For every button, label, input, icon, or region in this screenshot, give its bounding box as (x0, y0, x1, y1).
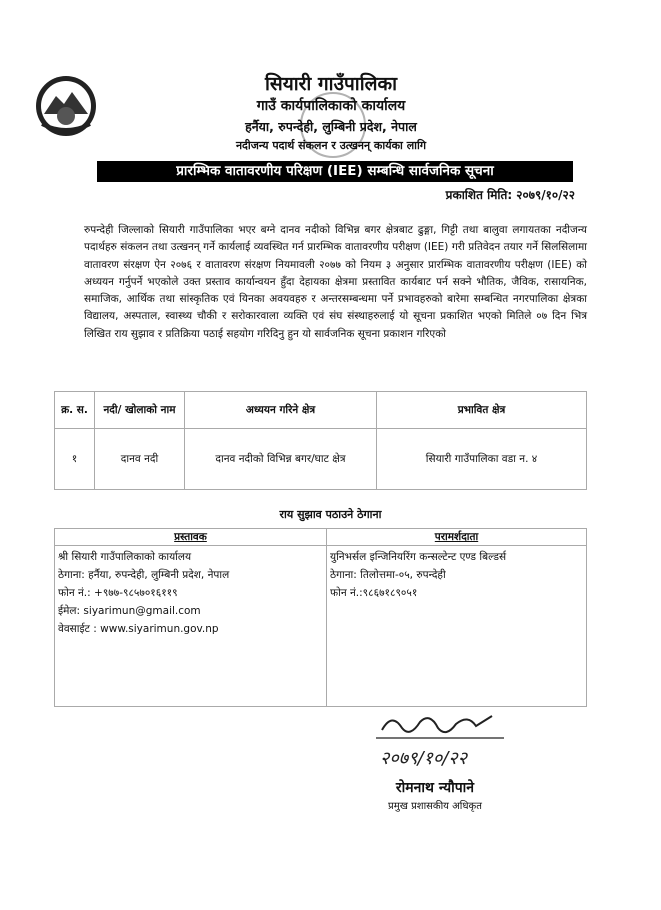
proponent-email: ईमेल: siyarimun@gmail.com (58, 605, 201, 617)
consultant-details (327, 546, 587, 707)
col-header-river: नदी/ खोलाको नाम (95, 392, 185, 429)
cell-affected-area: सियारी गाउँपालिका वडा न. ४ (377, 429, 587, 490)
col-header-sn: क्र. स. (55, 392, 95, 429)
municipality-name: सियारी गाउँपालिका (264, 73, 398, 95)
consultant-name: युनिभर्सल इन्जिनियरिंग कन्सल्टेन्ट एण्ड बिल्डर्स (330, 551, 507, 563)
proponent-website: वेवसाईट : www.siyarimun.gov.np (58, 623, 219, 635)
table-header-row (55, 392, 587, 429)
consultant-title: परामर्शदाता (327, 529, 587, 546)
handwritten-signature (372, 708, 512, 778)
proponent-details (55, 546, 327, 707)
government-emblem-icon (34, 74, 98, 138)
published-date: प्रकाशित मिति: २०७९/१०/२२ (445, 188, 575, 202)
col-header-study-area: अध्ययन गरिने क्षेत्र (185, 392, 377, 429)
office-address: हर्नैया, रुपन्देही, लुम्बिनी प्रदेश, नेपाल (245, 119, 417, 134)
proponent-office: श्री सियारी गाउँपालिकाको कार्यालय (58, 551, 192, 563)
consultant-address: ठेगाना: तिलोत्तमा-०५, रुपन्देही (330, 569, 446, 581)
signature-date: २०७९/१०/२२ (380, 748, 468, 769)
cell-river: दानव नदी (95, 429, 185, 490)
contact-table (54, 528, 587, 707)
proponent-address: ठेगाना: हर्नैया, रुपन्देही, लुम्बिनी प्रदेश, नेपाल (58, 569, 230, 581)
signatory-name: रोमनाथ न्यौपाने (395, 780, 475, 796)
proponent-title: प्रस्तावक (55, 529, 327, 546)
notice-subtitle: नदीजन्य पदार्थ संकलन र उत्खनन् कार्यका लागि (235, 139, 427, 152)
contact-heading: राय सुझाव पठाउने ठेगाना (279, 508, 382, 521)
study-area-table (54, 391, 587, 490)
office-name: गाउँ कार्यपालिकाको कार्यालय (256, 98, 406, 114)
table-row (55, 429, 587, 490)
consultant-phone: फोन नं.:९८६७१८९०५१ (330, 587, 418, 599)
col-header-affected-area: प्रभावित क्षेत्र (377, 392, 587, 429)
notice-title: प्रारम्भिक वातावरणीय परिक्षण (IEE) सम्बन्धि सार्वजनिक सूचना (97, 161, 573, 182)
cell-study-area: दानव नदीको विभिन्न बगर/घाट क्षेत्र (185, 429, 377, 490)
cell-sn: १ (55, 429, 95, 490)
proponent-phone: फोन नं.: +९७७-९८५७०१६११९ (58, 587, 178, 599)
notice-body: रुपन्देही जिल्लाको सियारी गाउँपालिका भएर बग्ने दानव नदीको विभिन्न बगर क्षेत्रबाट ढुङ्गा, गिट्टी तथा बालुवा लगायतका नदीजन्य पदार्थहरु संकलन तथा उत्खनन् गर्ने कार्यलाई व्यवस्थित गर्न प्रारम्भिक वातावरणीय परीक्षण (IEE) गरी प्रतिवेदन तयार गर्ने सिलसिलामा वातावरण संरक्षण ऐन २०७६ र वातावरण संरक्षण नियमावली २०७७ को नियम ३ अनुसार प्रारम्भिक वातावरणीय परीक्षण (IEE) को अध्ययन गर्नुपर्ने भएकोले उक्त प्रस्ताव कार्यान्वयन हुँदा देहायका क्षेत्रमा प्रस्तावित कार्यबाट पर्न सक्ने भौतिक, जैविक, रासायनिक, समाजिक, आर्थिक तथा सांस्कृतिक एवं यिनका अवयवहरु र अन्तरसम्बन्धमा पर्ने प्रभावहरुको बारेमा सम्बन्धित नगरपालिका क्षेत्रका विद्यालय, अस्पताल, स्वास्थ्य चौकी र सरोकारवाला व्यक्ति एवं संघ संस्थाहरुलाई यो सूचना प्रकाशित भएको मितिले ०७ दिन भित्र लिखित राय सुझाव र प्रतिक्रिया पठाई सहयोग गरिदिनु हुन यो सार्वजनिक सूचना प्रकाशन गरिएको (84, 224, 587, 340)
signatory-title: प्रमुख प्रशासकीय अधिकृत (388, 801, 482, 812)
